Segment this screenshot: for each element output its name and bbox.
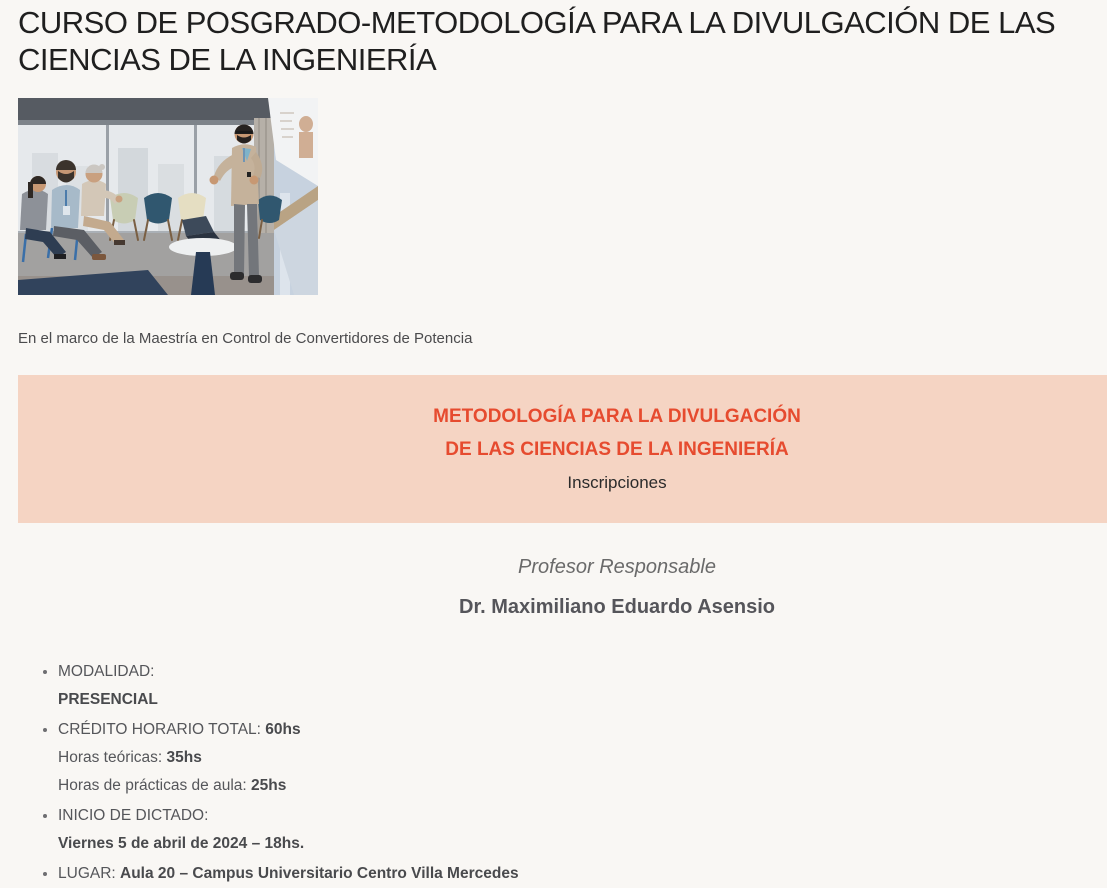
detail-item-inicio-dictado (58, 802, 1107, 858)
course-details-list (18, 658, 1107, 888)
detail-label: MODALIDAD: (58, 663, 155, 680)
detail-value: Viernes 5 de abril de 2024 – 18hs. (58, 835, 305, 852)
detail-value: 35hs (166, 749, 202, 766)
inscriptions-link[interactable]: Inscripciones (567, 473, 667, 492)
banner-title-line1: METODOLOGÍA PARA LA DIVULGACIÓN (433, 406, 801, 427)
detail-value: 60hs (265, 721, 301, 738)
detail-label: INICIO DE DICTADO: (58, 807, 209, 824)
detail-label: LUGAR: (58, 865, 121, 882)
detail-item-modalidad (58, 658, 1107, 714)
banner-title-line2: DE LAS CIENCIAS DE LA INGENIERÍA (445, 439, 789, 460)
page-title: CURSO DE POSGRADO-METODOLOGÍA PARA LA DIVULGACIÓN DE LAS CIENCIAS DE LA INGENIERÍA (18, 5, 1056, 77)
intro-text: En el marco de la Maestría en Control de Convertidores de Potencia (18, 330, 473, 347)
hero-image (18, 98, 318, 295)
detail-item-credito-horario (58, 716, 1107, 800)
course-page (18, 4, 1107, 888)
detail-value: 25hs (251, 777, 287, 794)
professor-role-label: Profesor Responsable (518, 556, 716, 578)
course-banner (18, 375, 1107, 523)
professor-name: Dr. Maximiliano Eduardo Asensio (459, 596, 775, 618)
detail-label: Horas de prácticas de aula: (58, 777, 251, 794)
classroom-scene-illustration (18, 98, 318, 295)
detail-value: Aula 20 – Campus Universitario Centro Villa Mercedes (120, 865, 519, 882)
detail-label: CRÉDITO HORARIO TOTAL: (58, 721, 266, 738)
detail-value: PRESENCIAL (58, 691, 158, 708)
professor-section (18, 555, 1107, 619)
detail-label: Horas teóricas: (58, 749, 167, 766)
